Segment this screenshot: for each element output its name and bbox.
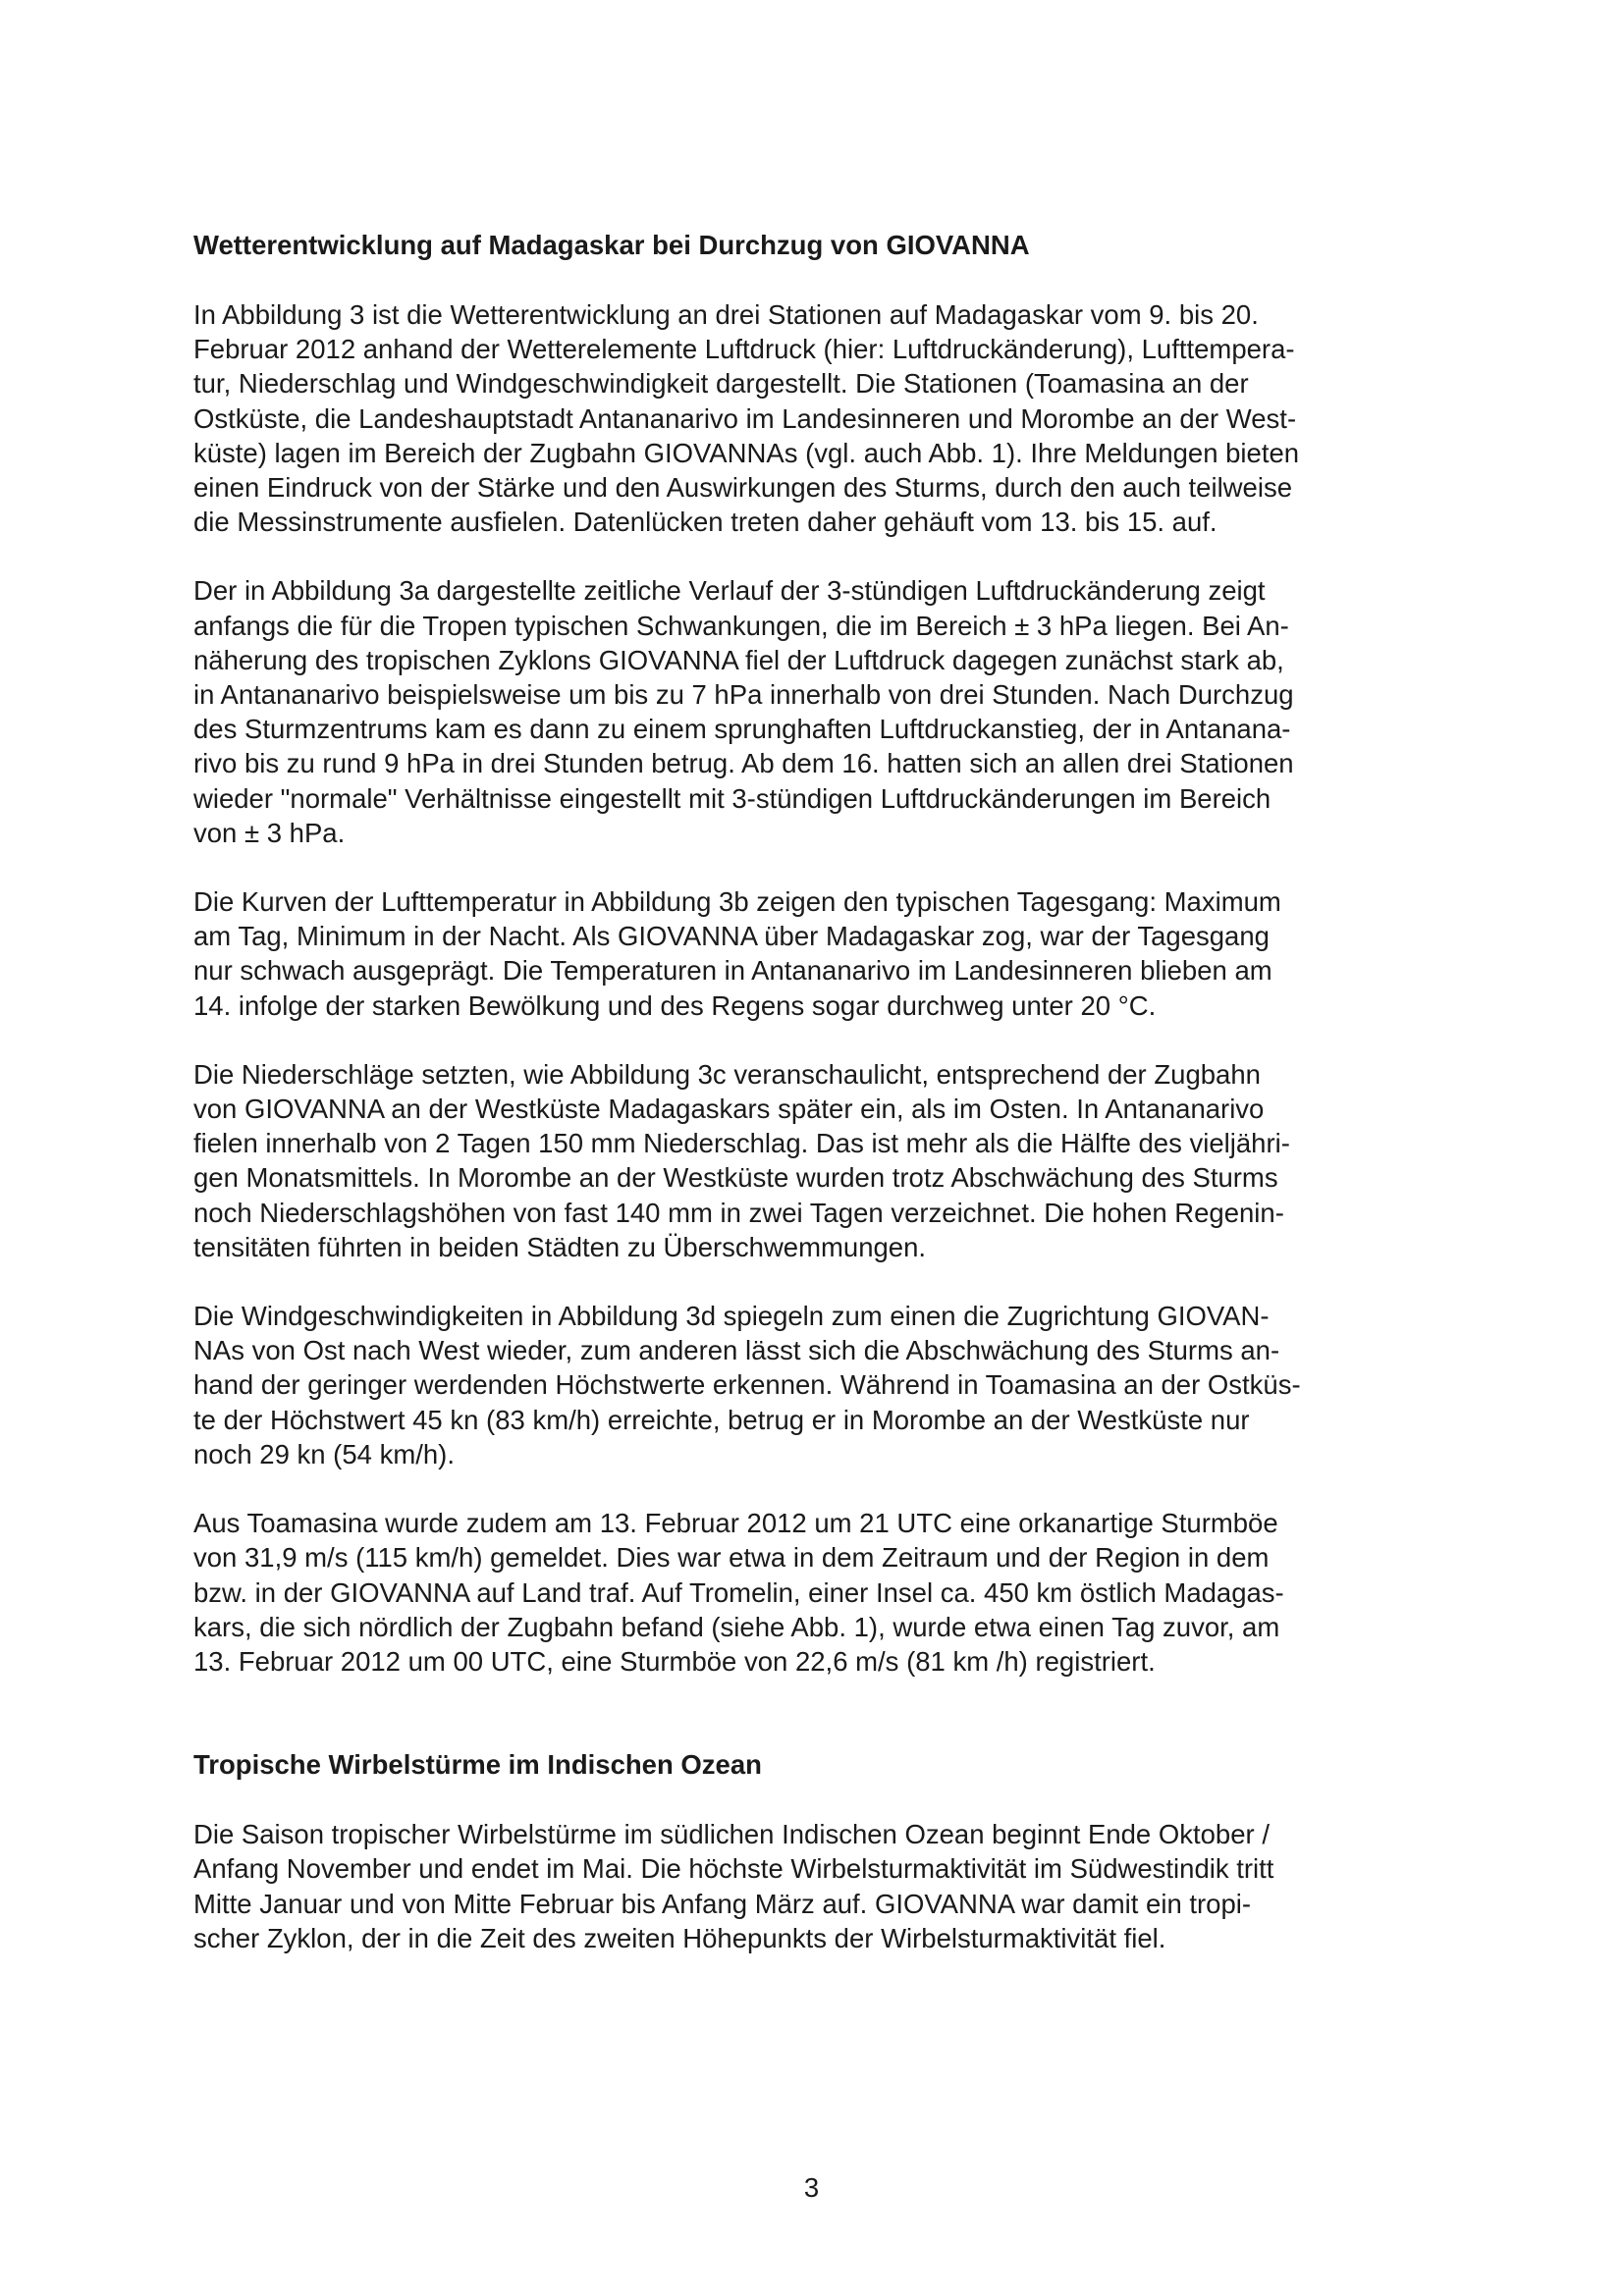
text-line: te der Höchstwert 45 kn (83 km/h) erreichte, betrug er in Morombe an der Westküste nur: [193, 1404, 1250, 1435]
text-line: einen Eindruck von der Stärke und den Auswirkungen des Sturms, durch den auch teilweise: [193, 472, 1292, 504]
text-line: nur schwach ausgeprägt. Die Temperaturen in Antananarivo im Landesinneren blieben am: [193, 955, 1272, 987]
text-line: Mitte Januar und von Mitte Februar bis Anfang März auf. GIOVANNA war damit ein tropi-: [193, 1888, 1252, 1919]
text-line: Die Niederschläge setzten, wie Abbildung 3c veranschaulicht, entsprechend der Zugbahn: [193, 1058, 1261, 1090]
text-line: noch Niederschlagshöhen von fast 140 mm in zwei Tagen verzeichnet. Die hohen Regenin-: [193, 1197, 1284, 1228]
text-line: 13. Februar 2012 um 00 UTC, eine Sturmböe von 22,6 m/s (81 km /h) registriert.: [193, 1645, 1156, 1677]
document-page: [193, 228, 1440, 1955]
text-line: küste) lagen im Bereich der Zugbahn GIOVANNAs (vgl. auch Abb. 1). Ihre Meldungen bieten: [193, 437, 1300, 468]
section-heading-weather-development: Wetterentwicklung auf Madagaskar bei Durchzug von GIOVANNA: [193, 230, 1030, 260]
text-line: Ostküste, die Landeshauptstadt Antananarivo im Landesinneren und Morombe an der West-: [193, 402, 1297, 434]
paragraph-precipitation: [193, 1057, 1440, 1264]
text-line: kars, die sich nördlich der Zugbahn befand (siehe Abb. 1), wurde etwa einen Tag zuvor, am: [193, 1611, 1280, 1642]
text-line: gen Monatsmittels. In Morombe an der Westküste wurden trotz Abschwächung des Sturms: [193, 1162, 1278, 1194]
text-line: fielen innerhalb von 2 Tagen 150 mm Niederschlag. Das ist mehr als die Hälfte des vieljähri-: [193, 1128, 1290, 1159]
text-line: Der in Abbildung 3a dargestellte zeitliche Verlauf der 3-stündigen Luftdruckänderung zeigt: [193, 575, 1266, 607]
text-line: wieder "normale" Verhältnisse eingestellt mit 3-stündigen Luftdruckänderungen im Bereich: [193, 782, 1271, 814]
text-line: Anfang November und endet im Mai. Die höchste Wirbelsturmaktivität im Südwestindik tritt: [193, 1853, 1274, 1885]
text-line: hand der geringer werdenden Höchstwerte erkennen. Während in Toamasina an der Ostküs-: [193, 1369, 1301, 1401]
text-line: des Sturmzentrums kam es dann zu einem sprunghaften Luftdruckanstieg, der in Antanana-: [193, 714, 1291, 745]
text-line: NAs von Ost nach West wieder, zum anderen lässt sich die Abschwächung des Sturms an-: [193, 1335, 1280, 1366]
text-line: Die Kurven der Lufttemperatur in Abbildung 3b zeigen den typischen Tagesgang: Maximum: [193, 886, 1281, 918]
text-line: rivo bis zu rund 9 hPa in drei Stunden betrug. Ab dem 16. hatten sich an allen drei Stationen: [193, 748, 1294, 779]
text-line: Die Saison tropischer Wirbelstürme im südlichen Indischen Ozean beginnt Ende Oktober /: [193, 1819, 1270, 1850]
text-line: Aus Toamasina wurde zudem am 13. Februar 2012 um 21 UTC eine orkanartige Sturmböe: [193, 1508, 1278, 1539]
text-line: In Abbildung 3 ist die Wetterentwicklung an drei Stationen auf Madagaskar vom 9. bis 20.: [193, 299, 1259, 330]
text-line: von GIOVANNA an der Westküste Madagaskars später ein, als im Osten. In Antananarivo: [193, 1094, 1265, 1125]
text-line: die Messinstrumente ausfielen. Datenlücken treten daher gehäuft vom 13. bis 15. auf.: [193, 507, 1217, 538]
text-line: 14. infolge der starken Bewölkung und des Regens sogar durchweg unter 20 °C.: [193, 989, 1157, 1021]
text-line: Die Windgeschwindigkeiten in Abbildung 3d spiegeln zum einen die Zugrichtung GIOVAN-: [193, 1301, 1270, 1332]
text-line: in Antananarivo beispielsweise um bis zu 7 hPa innerhalb von drei Stunden. Nach Durchzug: [193, 679, 1294, 711]
text-line: Februar 2012 anhand der Wetterelemente Luftdruck (hier: Luftdruckänderung), Lufttempera-: [193, 334, 1295, 365]
text-line: tensitäten führten in beiden Städten zu Überschwemmungen.: [193, 1231, 927, 1262]
paragraph-gusts: [193, 1506, 1440, 1679]
text-line: näherung des tropischen Zyklons GIOVANNA fiel der Luftdruck dagegen zunächst stark ab,: [193, 644, 1284, 675]
paragraph-wind-speed: [193, 1299, 1440, 1471]
text-line: von ± 3 hPa.: [193, 817, 346, 848]
paragraph-air-pressure: [193, 573, 1440, 850]
text-line: tur, Niederschlag und Windgeschwindigkeit dargestellt. Die Stationen (Toamasina an der: [193, 368, 1249, 400]
text-line: am Tag, Minimum in der Nacht. Als GIOVANNA über Madagaskar zog, war der Tagesgang: [193, 921, 1270, 952]
text-line: noch 29 kn (54 km/h).: [193, 1438, 455, 1469]
page-number: 3: [803, 2172, 820, 2203]
text-line: anfangs die für die Tropen typischen Schwankungen, die im Bereich ± 3 hPa liegen. Bei An-: [193, 610, 1289, 641]
text-line: von 31,9 m/s (115 km/h) gemeldet. Dies war etwa in dem Zeitraum und der Region in dem: [193, 1542, 1270, 1574]
paragraph-intro: [193, 297, 1440, 539]
text-line: bzw. in der GIOVANNA auf Land traf. Auf Tromelin, einer Insel ca. 450 km östlich Madagas-: [193, 1576, 1284, 1608]
paragraph-temperature: [193, 884, 1440, 1023]
section-heading-tropical-cyclones: Tropische Wirbelstürme im Indischen Ozean: [193, 1749, 762, 1781]
text-line: scher Zyklon, der in die Zeit des zweiten Höhepunkts der Wirbelsturmaktivität fiel.: [193, 1922, 1166, 1953]
paragraph-cyclone-season: [193, 1817, 1440, 1955]
